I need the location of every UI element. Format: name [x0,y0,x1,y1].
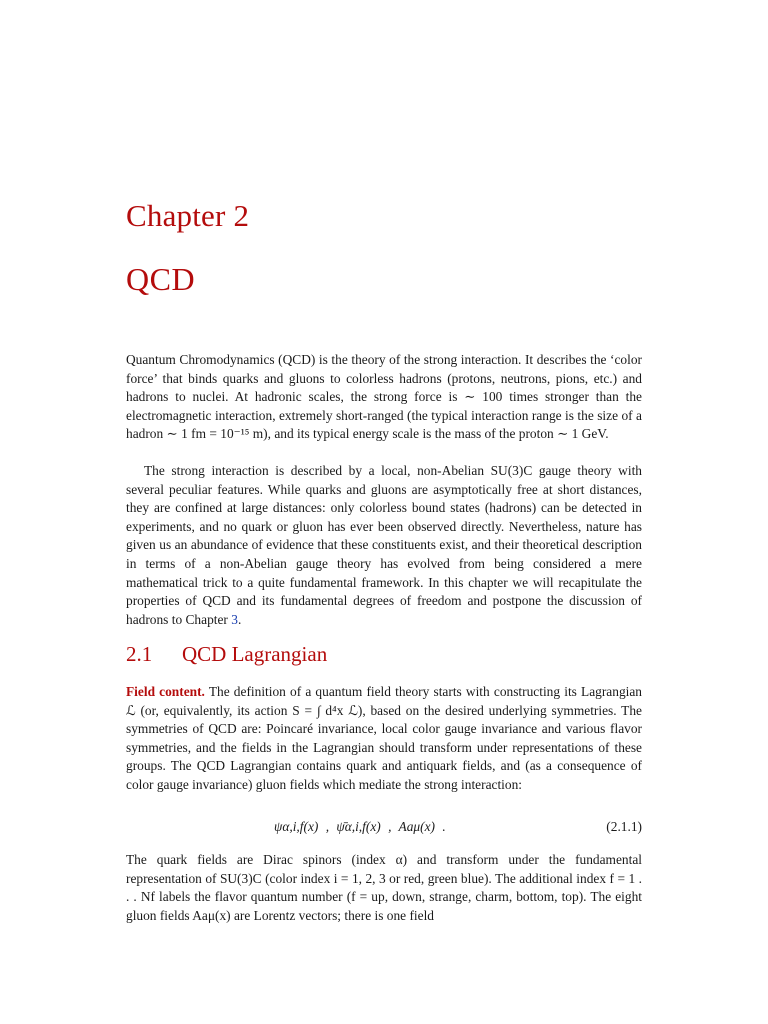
intro-paragraph-1: Quantum Chromodynamics (QCD) is the theory of the strong interaction. It describes the ‘color force’ that binds quarks and gluons to colorless hadrons (protons, neutrons, pions, etc.) and hadrons to nuclei. At hadronic scales, the strong force is ∼ 100 times stronger than the electromagnetic interaction, extremely short-ranged (the typical interaction range is the size of a hadron ∼ 1 fm = 10⁻¹⁵ m), and its typical energy scale is the mass of the proton ∼ 1 GeV. [126,352,642,442]
section-number: 2.1 [126,642,153,666]
chapter-label: Chapter 2 [126,198,250,233]
quark-fields-paragraph: The quark fields are Dirac spinors (index α) and transform under the fundamental representation of SU(3)C (color index i = 1, 2, 3 or red, green blue). The additional index f = 1 . . . Nf labels the flavor quantum number (f = up, down, strange, charm, bottom, top). The eight gluon fields Aaμ(x) are Lorentz vectors; there is one field [126,852,642,923]
intro-paragraph-2-end: . [237,611,242,627]
chapter-title: QCD [126,261,196,297]
section-title: QCD Lagrangian [182,642,328,666]
field-content-paragraph [126,683,642,795]
intro-paragraph-2-text: The strong interaction is described by a local, non-Abelian SU(3)C gauge theory with several peculiar features. While quarks and gluons are asymptotically free at short distances, they are confined at large distances: only colorless bound states (hadrons) can be detected in experiments, and no quark or gluon has ever been observed directly. Nevertheless, nature has given us an abundance of evidence that these constituents exist, and their theoretical description in terms of a non-Abelian gauge theory has evolved from being considered a mere mathematical trick to a quite fundamental framework. In this chapter we will recapitulate the properties of QCD and its fundamental degrees of freedom and postpone the discussion of hadrons to Chapter [126,463,642,627]
equation-2-1-1 [126,819,642,839]
field-content-text: The definition of a quantum field theory starts with constructing its Lagrangian ℒ (or, equivalently, its action S = ∫ d⁴x ℒ), based on the desired underlying symmetries. The symmetries of QCD are: Poincaré invariance, local color gauge invariance and various flavor symmetries, and the fields in the Lagrangian should transform under representations of these groups. The QCD Lagrangian contains quark and antiquark fields, and (as a consequence of color gauge invariance) gluon fields which mediate the strong interaction: [126,684,642,792]
intro-paragraph-2 [126,462,642,629]
field-content-runin-heading: Field content. [126,684,205,699]
chapter-3-link[interactable]: 3 [231,611,238,627]
equation-number: (2.1.1) [606,819,642,834]
equation-body: ψα,i,f(x) , ψ̄α,i,f(x) , Aaμ(x) . [274,819,446,834]
section-heading [126,642,327,667]
